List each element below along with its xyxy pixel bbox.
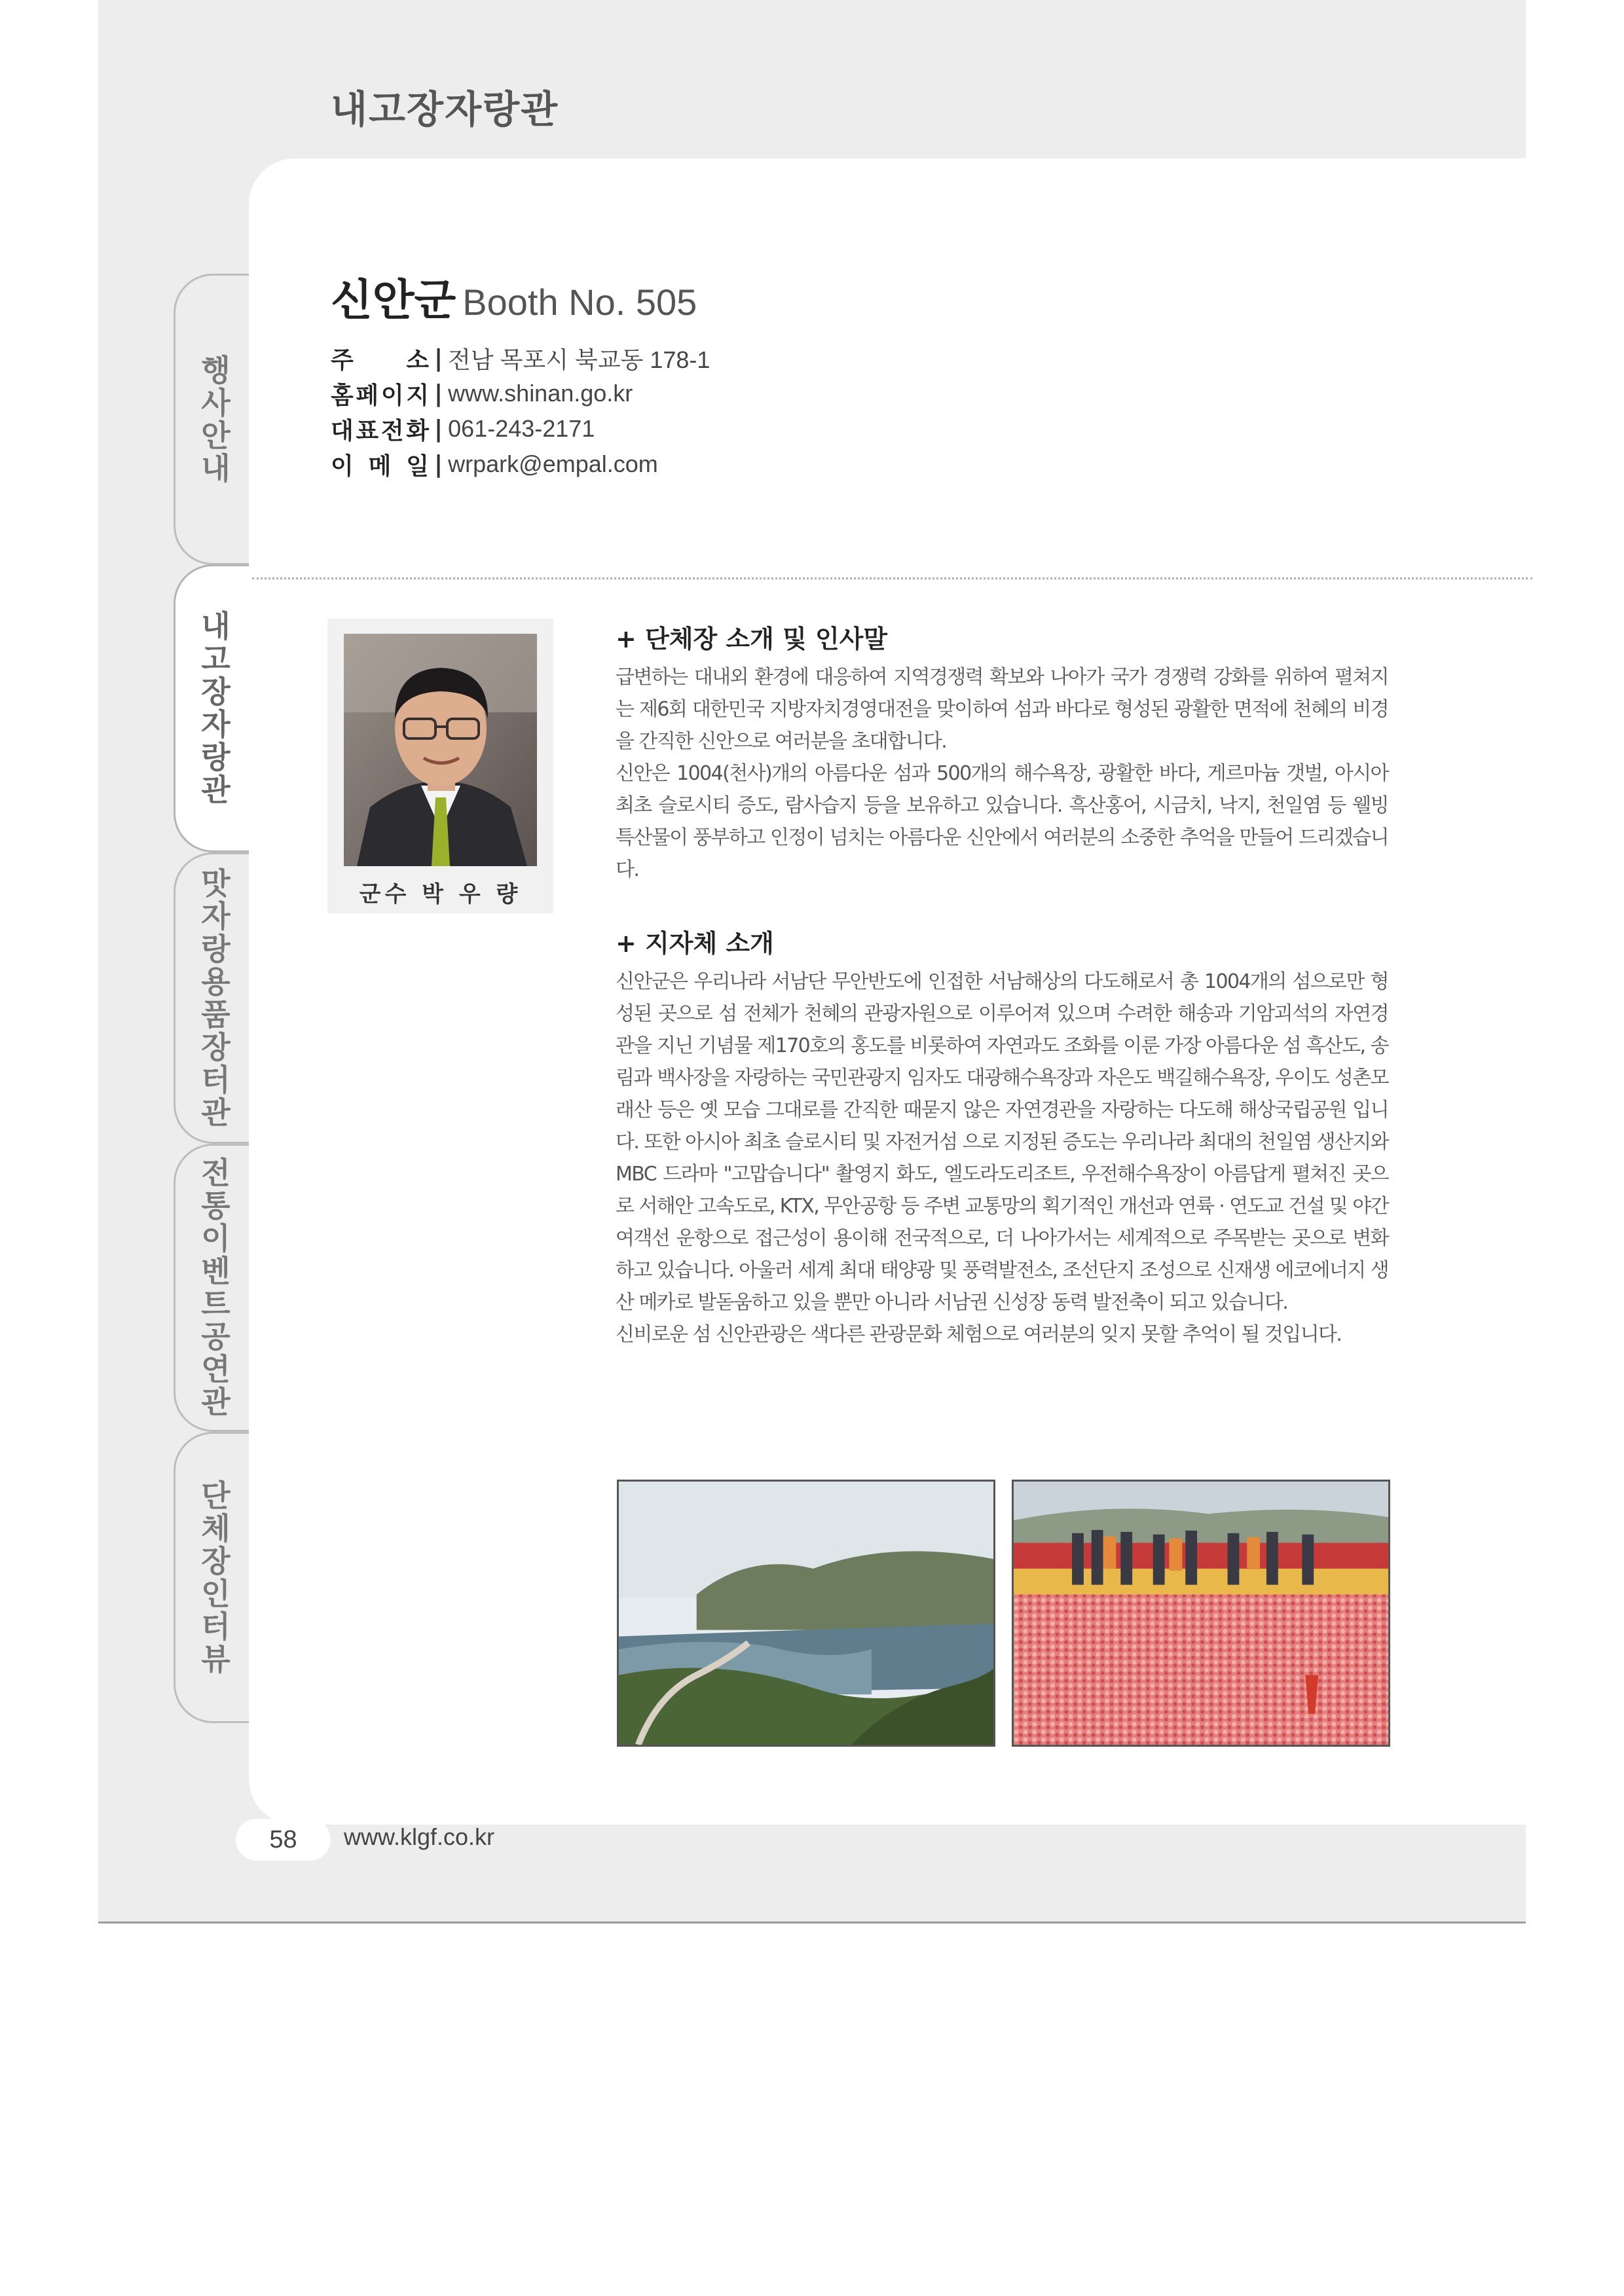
footer-url[interactable]: www.klgf.co.kr (344, 1823, 495, 1850)
paragraph: 신안군은 우리나라 서남단 무안반도에 인접한 서남해상의 다도해로서 총 1004개의 섬으로만 형성된 곳으로 섬 전체가 천혜의 관광자원으로 이루어져 있으며 수려한 해송과 기암괴석의 자연경관을 지닌 기념물 제170호의 홍도를 비롯하여 자연과도 조화를 이룬 가장 아름다운 섬 흑산도, 송림과 백사장을 자랑하는 국민관광지 임자도 대광해수욕장과 자은도 백길해수욕장, 우이도 성촌모래산 등은 옛 모습 그대로를 간직한 때묻지 않은 자연경관을 자랑하는 다도해 해상국립공원 입니다. 또한 아시아 최초 슬로시티 및 자전거섬 으로 지정된 증도는 우리나라 최대의 천일염 생산지와 MBC 드라마 "고맙습니다" 촬영지 화도, 엘도라도리조트, 우전해수욕장이 아름답게 펼쳐진 곳으로 서해안 고속도로, KTX, 무안공항 등 주변 교통망의 획기적인 개선과 연륙 · 연도교 건설 및 야간 여객선 운항으로 접근성이 용이해 전국적으로, 더 나아가서는 세계적으로 주목받는 곳으로 변화하고 있습니다. 아울러 세계 최대 태양광 및 풍력발전소, 조선단지 조성으로 신재생 에코에너지 생산 메카로 발돋움하고 있을 뿐만 아니라 서남권 신성장 동력 발전축이 되고 있습니다. (616, 970, 1388, 1314)
info-row-homepage (331, 376, 710, 411)
greeting-text (616, 661, 1388, 886)
side-tab-label: 단체장인터뷰 (196, 1479, 232, 1676)
governor-portrait-image (344, 634, 537, 866)
info-label-email: 이 메 일 (331, 452, 429, 480)
booth-title (331, 265, 697, 327)
tulip-festival-photo (1012, 1480, 1390, 1747)
info-row-address (331, 340, 710, 376)
separator-bar: | (434, 380, 443, 407)
side-tab-label: 전통이벤트공연관 (196, 1157, 232, 1419)
separator-bar: | (434, 344, 443, 372)
side-tab-food-market[interactable] (174, 852, 252, 1144)
side-tab-traditional-events[interactable] (174, 1144, 252, 1432)
info-row-email (331, 446, 710, 482)
page-edge (98, 1922, 1526, 1923)
page-number: 58 (236, 1819, 331, 1861)
dotted-divider (252, 577, 1532, 579)
side-tab-label: 내고장자랑관 (196, 610, 232, 807)
email-link[interactable]: wrpark@empal.com (448, 450, 658, 477)
paragraph: 신안은 1004(천사)개의 아름다운 섬과 500개의 해수욕장, 광활한 바다, 게르마늄 갯벌, 아시아 최초 슬로시티 증도, 람사습지 등을 보유하고 있습니다. 흑산홍어, 시금치, 낙지, 천일염 등 웰빙 특산물이 풍부하고 인정이 넘치는 아름다운 신안에서 여러분의 소중한 추억을 만들어 드리겠습니다. (616, 762, 1388, 881)
side-tab-label: 행사안내 (196, 354, 232, 485)
phone-value: 061-243-2171 (448, 415, 595, 442)
county-name: 신안군 (331, 275, 456, 325)
island-landscape-photo (617, 1480, 995, 1747)
info-label-address: 주 소 (331, 346, 429, 374)
separator-bar: | (434, 450, 443, 478)
info-label-phone: 대 표 전 화 (331, 417, 429, 445)
contact-info (331, 340, 710, 482)
side-tab-event-info[interactable] (174, 274, 252, 565)
paragraph: 신비로운 섬 신안관광은 색다른 관광문화 체험으로 여러분의 잊지 못할 추억이 될 것입니다. (616, 1323, 1342, 1346)
info-label-homepage: 홈 페 이 지 (331, 382, 429, 409)
side-tab-hometown[interactable] (174, 564, 252, 852)
paragraph: 급변하는 대내외 환경에 대응하여 지역경쟁력 확보와 나아가 국가 경쟁력 강화를 위하여 펼쳐지는 제6회 대한민국 지방자치경영대전을 맞이하여 섬과 바다로 형성된 광활한 면적에 천혜의 비경을 간직한 신안으로 여러분을 초대합니다. (616, 666, 1388, 753)
greeting-heading: + 단체장 소개 및 인사말 (616, 625, 888, 653)
info-row-phone (331, 411, 710, 446)
homepage-link[interactable]: www.shinan.go.kr (448, 380, 633, 407)
side-tab-label: 맛자랑용품장터관 (196, 867, 232, 1129)
intro-text (616, 966, 1388, 1351)
separator-bar: | (434, 415, 443, 443)
section-header: 내고장자랑관 (331, 87, 559, 132)
booth-number: Booth No. 505 (462, 282, 697, 323)
portrait-caption: 군수 박 우 량 (359, 881, 522, 907)
side-tab-interviews[interactable] (174, 1432, 252, 1723)
address-value: 전남 목포시 북교동 178-1 (448, 346, 710, 373)
intro-heading: + 지자체 소개 (616, 929, 774, 958)
